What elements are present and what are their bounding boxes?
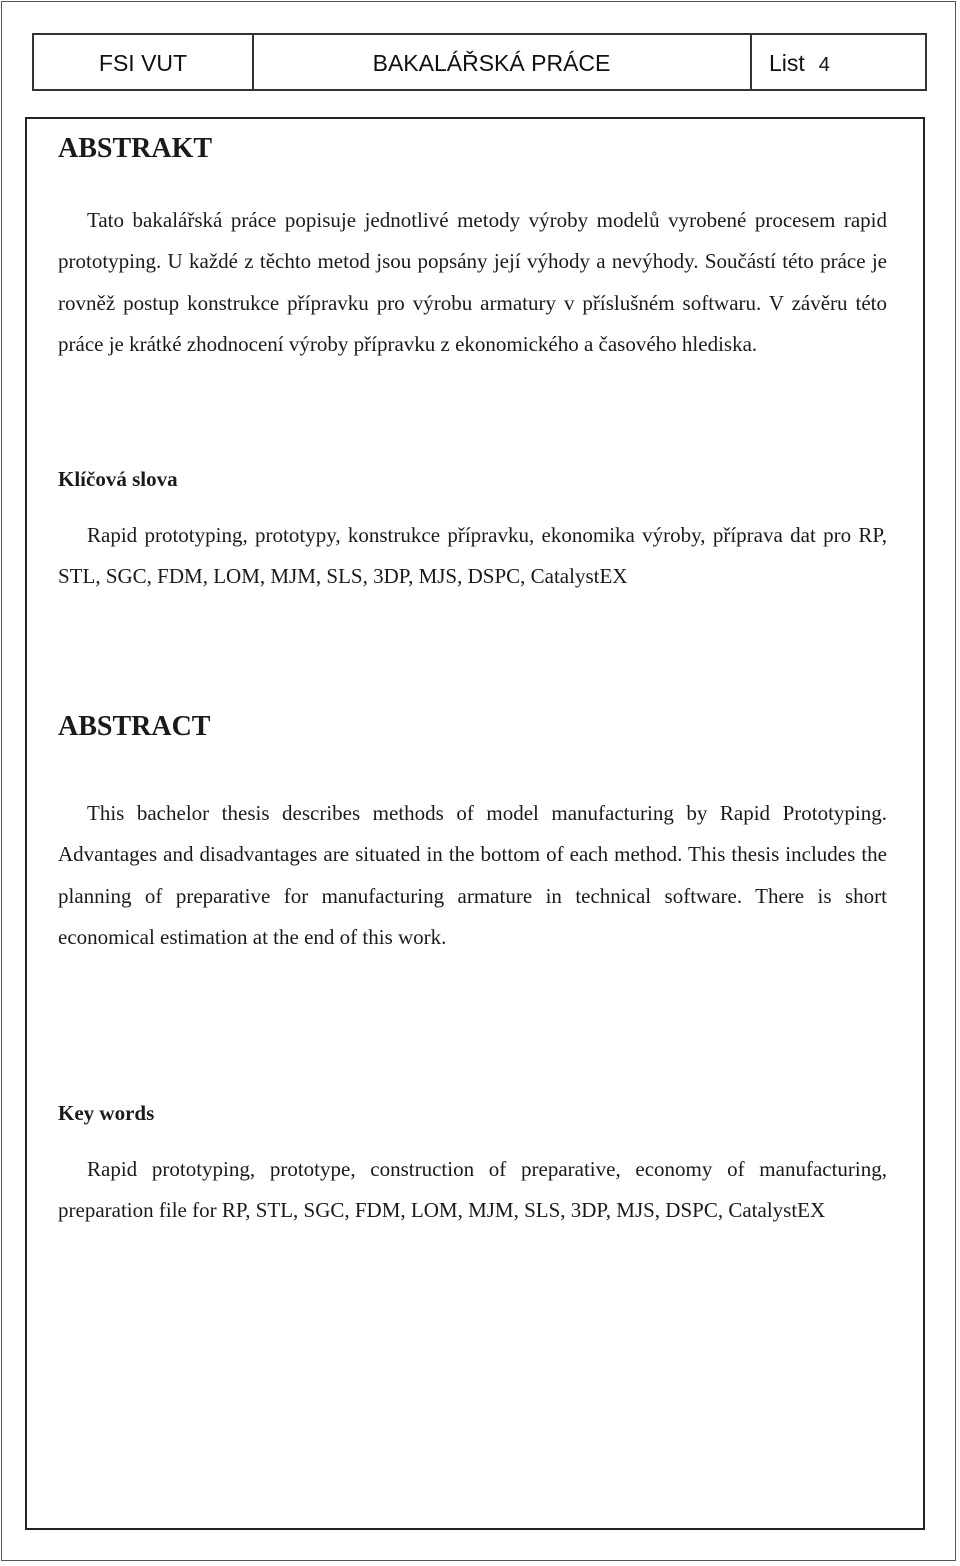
abstrakt-heading: ABSTRAKT — [58, 133, 213, 164]
header-document-type: BAKALÁŘSKÁ PRÁCE — [372, 50, 611, 76]
header-institution: FSI VUT — [98, 50, 188, 76]
page-header — [32, 33, 927, 91]
header-divider — [750, 35, 752, 89]
key-words-paragraph: Rapid prototyping, prototype, construction of preparative, economy of manufacturing, preparation file for RP, STL, SGC, FDM, LOM, MJM, SLS, 3DP, MJS, DSPC, CatalystEX — [58, 1157, 887, 1223]
content-frame — [25, 117, 925, 1530]
header-divider — [252, 35, 254, 89]
header-page-label — [769, 35, 929, 89]
klicova-slova-paragraph: Rapid prototyping, prototypy, konstrukce přípravku, ekonomika výroby, příprava dat pro RP, STL, SGC, FDM, LOM, MJM, SLS, 3DP, MJS, DSPC, CatalystEX — [58, 523, 887, 589]
header-page-number: 4 — [818, 54, 830, 76]
abstract-paragraph: This bachelor thesis describes methods of model manufacturing by Rapid Prototyping. Advantages and disadvantages are situated in the bottom of each method. This thesis includes the planning of preparative for manufacturing armature in technical software. There is short economical estimation at the end of this work. — [58, 801, 887, 949]
abstract-heading: ABSTRACT — [58, 711, 211, 742]
header-list-label: List — [769, 50, 805, 76]
klicova-slova-heading: Klíčová slova — [58, 467, 178, 491]
abstrakt-paragraph: Tato bakalářská práce popisuje jednotlivé metody výroby modelů vyrobené procesem rapid prototyping. U každé z těchto metod jsou popsány její výhody a nevýhody. Součástí této práce je rovněž postup konstrukce přípravku pro výrobu armatury v příslušném softwaru. V závěru této práce je krátké zhodnocení výroby přípravku z ekonomického a časového hlediska. — [58, 208, 887, 356]
key-words-heading: Key words — [58, 1101, 155, 1125]
